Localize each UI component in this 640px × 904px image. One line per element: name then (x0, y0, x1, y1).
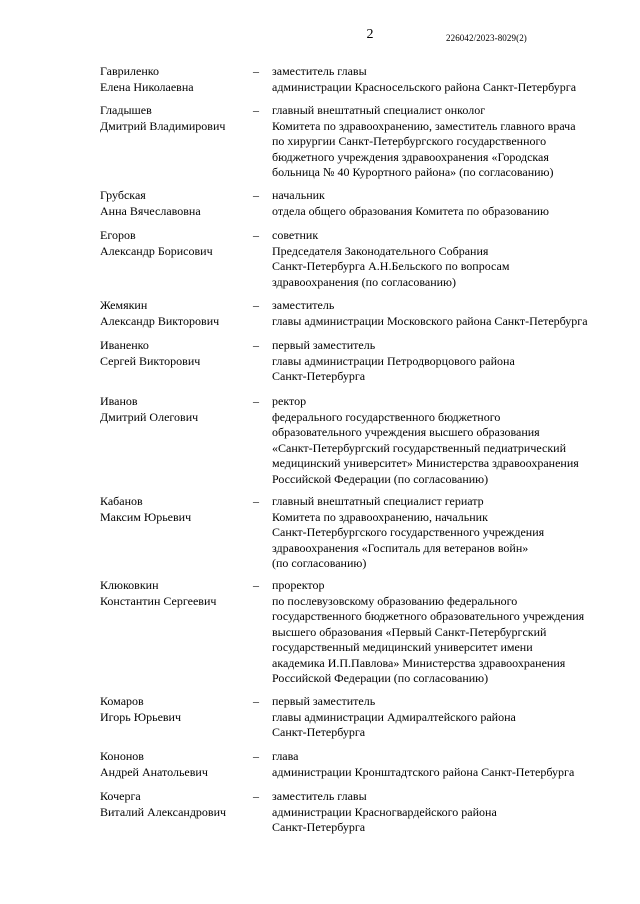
position-line: здравоохранения «Госпиталь для ветеранов войн» (272, 540, 529, 555)
page-number: 2 (366, 27, 374, 42)
position-line: проректор (272, 578, 325, 592)
member-surname: Гладышев (100, 103, 152, 117)
position-line: по хирургии Санкт-Петербургского государственного (272, 134, 547, 148)
position-line: по послевузовскому образованию федерального (272, 593, 518, 608)
member-position (272, 228, 622, 290)
member-position (272, 494, 622, 572)
position-line: администрации Красносельского района Санкт-Петербурга (272, 79, 577, 94)
member-given-names: Александр Викторович (100, 313, 220, 328)
member-given-names: Анна Вячеславовна (100, 203, 201, 218)
position-line: заместитель главы (272, 64, 367, 78)
member-position (272, 749, 622, 780)
separator-dash: – (253, 64, 259, 78)
position-line: государственного бюджетного образовательного учреждения (272, 609, 585, 623)
position-line: Председателя Законодательного Собрания (272, 243, 489, 258)
position-line: Комитета по здравоохранению, начальник (272, 509, 488, 524)
position-line: заместитель (272, 298, 335, 312)
member-name (100, 188, 250, 219)
member-position (272, 298, 622, 329)
member-name (100, 394, 250, 425)
separator-dash: – (253, 298, 259, 312)
member-given-names: Виталий Александрович (100, 804, 227, 819)
position-line: больница № 40 Курортного района» (по согласованию) (272, 165, 554, 179)
separator-dash: – (253, 694, 259, 708)
position-line: глава (272, 749, 299, 763)
member-position (272, 103, 622, 181)
member-position (272, 394, 622, 487)
position-line: главный внештатный специалист онколог (272, 103, 486, 117)
member-position (272, 578, 622, 687)
position-line: администрации Кронштадтского района Санкт-Петербурга (272, 764, 575, 779)
position-line: Санкт-Петербурга (272, 725, 366, 739)
member-name (100, 64, 250, 95)
position-line: Санкт-Петербурга (272, 369, 366, 383)
position-line: высшего образования «Первый Санкт-Петербургский (272, 624, 547, 639)
member-position (272, 338, 622, 385)
separator-dash: – (253, 494, 259, 508)
position-line: академика И.П.Павлова» Министерства здравоохранения (272, 655, 566, 670)
position-line: (по согласованию) (272, 556, 367, 570)
member-given-names: Андрей Анатольевич (100, 764, 208, 779)
position-line: главы администрации Московского района Санкт-Петербурга (272, 313, 588, 328)
member-surname: Комаров (100, 694, 144, 708)
member-position (272, 188, 622, 219)
position-line: Комитета по здравоохранению, заместитель главного врача (272, 118, 576, 133)
position-line: образовательного учреждения высшего образования (272, 425, 540, 439)
member-surname: Жемякин (100, 298, 148, 312)
separator-dash: – (253, 103, 259, 117)
position-line: главы администрации Петродворцового района (272, 353, 515, 368)
separator-dash: – (253, 188, 259, 202)
position-line: Санкт-Петербурга (272, 820, 366, 834)
member-name (100, 694, 250, 725)
member-name (100, 494, 250, 525)
member-given-names: Елена Николаевна (100, 79, 194, 94)
separator-dash: – (253, 578, 259, 592)
member-position (272, 64, 622, 95)
member-name (100, 789, 250, 820)
position-line: Санкт-Петербурга А.Н.Бельского по вопросам (272, 259, 510, 273)
document-code: 226042/2023-8029(2) (446, 33, 527, 43)
member-surname: Грубская (100, 188, 146, 202)
separator-dash: – (253, 394, 259, 408)
member-surname: Клюковкин (100, 578, 159, 592)
member-given-names: Константин Сергеевич (100, 593, 217, 608)
member-given-names: Дмитрий Олегович (100, 409, 199, 424)
position-line: ректор (272, 394, 307, 408)
separator-dash: – (253, 338, 259, 352)
member-name (100, 103, 250, 134)
position-line: отдела общего образования Комитета по образованию (272, 203, 549, 218)
member-surname: Кочерга (100, 789, 141, 803)
separator-dash: – (253, 228, 259, 242)
position-line: первый заместитель (272, 694, 376, 708)
member-surname: Иванов (100, 394, 138, 408)
position-line: начальник (272, 188, 325, 202)
position-line: федерального государственного бюджетного (272, 409, 501, 424)
member-surname: Кононов (100, 749, 144, 763)
member-name (100, 298, 250, 329)
position-line: администрации Красногвардейского района (272, 804, 497, 819)
position-line: Российской Федерации (по согласованию) (272, 671, 489, 685)
position-line: «Санкт-Петербургский государственный педиатрический (272, 440, 566, 455)
member-surname: Гавриленко (100, 64, 160, 78)
position-line: заместитель главы (272, 789, 367, 803)
position-line: Российской Федерации (по согласованию) (272, 471, 489, 486)
position-line: государственный медицинский университет имени (272, 640, 533, 654)
member-given-names: Александр Борисович (100, 243, 213, 258)
member-given-names: Сергей Викторович (100, 353, 201, 368)
member-surname: Иваненко (100, 338, 149, 352)
member-given-names: Максим Юрьевич (100, 509, 192, 524)
member-name (100, 578, 250, 609)
position-line: медицинский университет» Министерства здравоохранения (272, 456, 579, 470)
member-surname: Кабанов (100, 494, 143, 508)
position-line: Санкт-Петербургского государственного учреждения (272, 525, 545, 539)
member-position (272, 694, 622, 741)
member-name (100, 228, 250, 259)
member-given-names: Игорь Юрьевич (100, 709, 182, 724)
position-line: советник (272, 228, 319, 242)
position-line: главный внештатный специалист гериатр (272, 494, 484, 508)
separator-dash: – (253, 789, 259, 803)
member-surname: Егоров (100, 228, 136, 242)
position-line: бюджетного учреждения здравоохранения «Городская (272, 149, 549, 164)
position-line: главы администрации Адмиралтейского района (272, 709, 516, 724)
position-line: здравоохранения (по согласованию) (272, 274, 457, 289)
member-given-names: Дмитрий Владимирович (100, 118, 226, 133)
member-position (272, 789, 622, 836)
position-line: первый заместитель (272, 338, 376, 352)
separator-dash: – (253, 749, 259, 763)
member-name (100, 338, 250, 369)
member-name (100, 749, 250, 780)
